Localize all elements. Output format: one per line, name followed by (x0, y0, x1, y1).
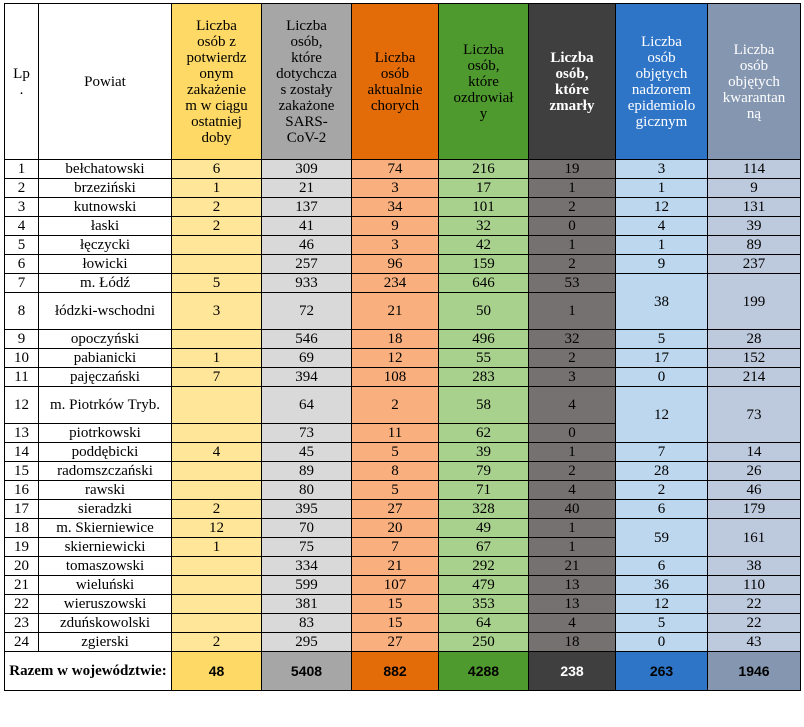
row-total-infected: 83 (262, 614, 352, 633)
row-total-infected: 395 (262, 500, 352, 519)
row-recovered: 328 (439, 500, 529, 519)
header-line: chorych (370, 97, 420, 114)
header-line: Liczba (374, 49, 416, 66)
table-row (5, 368, 801, 387)
row-total-infected: 89 (262, 462, 352, 481)
row-recovered: 79 (439, 462, 529, 481)
header-line: Liczba (641, 33, 682, 50)
row-surveillance: 3 (616, 160, 708, 179)
row-recovered: 479 (439, 576, 529, 595)
row-total-infected: 381 (262, 595, 352, 614)
row-recovered: 646 (439, 274, 529, 293)
row-new-cases (172, 255, 262, 274)
total-infected: 5408 (262, 652, 352, 691)
header-line: aktualnie (367, 81, 423, 98)
row-recovered: 64 (439, 614, 529, 633)
row-recovered: 67 (439, 538, 529, 557)
total-recovered: 4288 (439, 652, 529, 691)
row-lp: 1 (5, 160, 39, 179)
row-new-cases (172, 462, 262, 481)
header-line: objętych (728, 73, 780, 90)
row-quarantine: 14 (708, 443, 801, 462)
header-line: s zostały (280, 81, 333, 98)
row-total-infected: 69 (262, 349, 352, 368)
row-quarantine: 38 (708, 557, 801, 576)
header-line: potwierdz (186, 49, 247, 66)
row-deaths: 32 (529, 330, 616, 349)
row-lp: 20 (5, 557, 39, 576)
row-deaths: 2 (529, 255, 616, 274)
row-quarantine: 114 (708, 160, 801, 179)
row-new-cases (172, 614, 262, 633)
row-recovered: 39 (439, 443, 529, 462)
row-quarantine: 131 (708, 198, 801, 217)
row-quarantine: 46 (708, 481, 801, 500)
row-deaths: 1 (529, 179, 616, 198)
row-new-cases: 2 (172, 217, 262, 236)
row-active: 15 (352, 614, 439, 633)
covid-district-table (4, 3, 801, 691)
header-line: ozdrowiał (453, 89, 514, 106)
row-total-infected: 546 (262, 330, 352, 349)
header-active (352, 4, 439, 160)
header-line: objętych (635, 65, 688, 82)
row-quarantine: 237 (708, 255, 801, 274)
table-row (5, 500, 801, 519)
row-lp: 2 (5, 179, 39, 198)
row-total-infected: 295 (262, 633, 352, 652)
row-new-cases (172, 595, 262, 614)
row-surveillance: 1 (616, 179, 708, 198)
header-deaths (529, 4, 616, 160)
row-surveillance: 59 (616, 519, 708, 557)
row-recovered: 496 (439, 330, 529, 349)
row-lp: 14 (5, 443, 39, 462)
table-row (5, 274, 801, 293)
row-powiat: tomaszowski (39, 557, 172, 576)
header-line: Liczba (463, 41, 504, 58)
row-lp: 6 (5, 255, 39, 274)
row-lp: 21 (5, 576, 39, 595)
row-surveillance: 28 (616, 462, 708, 481)
header-line: SARS- (285, 113, 328, 130)
row-active: 20 (352, 519, 439, 538)
header-line: m w ciągu (185, 97, 248, 114)
row-powiat: pabianicki (39, 349, 172, 368)
header-line: CoV-2 (286, 129, 327, 146)
row-new-cases: 2 (172, 198, 262, 217)
row-total-infected: 334 (262, 557, 352, 576)
table-row (5, 217, 801, 236)
row-new-cases: 5 (172, 274, 262, 293)
total-label: Razem w województwie: (5, 652, 172, 691)
row-surveillance: 38 (616, 274, 708, 330)
header-line: onym (199, 65, 234, 82)
header-line: ostatniej (191, 113, 242, 130)
row-surveillance: 7 (616, 443, 708, 462)
row-recovered: 101 (439, 198, 529, 217)
row-quarantine: 43 (708, 633, 801, 652)
row-deaths: 4 (529, 387, 616, 424)
row-deaths: 13 (529, 595, 616, 614)
row-deaths: 4 (529, 614, 616, 633)
row-lp: 8 (5, 293, 39, 330)
row-recovered: 49 (439, 519, 529, 538)
table-row (5, 198, 801, 217)
row-deaths: 2 (529, 349, 616, 368)
row-total-infected: 73 (262, 424, 352, 443)
row-quarantine: 73 (708, 387, 801, 443)
row-new-cases: 12 (172, 519, 262, 538)
header-line: które (468, 73, 499, 90)
row-new-cases: 7 (172, 368, 262, 387)
header-line: Liczba (196, 17, 237, 34)
row-recovered: 353 (439, 595, 529, 614)
header-line: Liczba (286, 17, 327, 34)
row-active: 18 (352, 330, 439, 349)
row-quarantine: 110 (708, 576, 801, 595)
row-deaths: 3 (529, 368, 616, 387)
row-new-cases (172, 330, 262, 349)
total-quarantine: 1946 (708, 652, 801, 691)
header-line: Lp (13, 65, 30, 82)
row-deaths: 19 (529, 160, 616, 179)
row-active: 108 (352, 368, 439, 387)
row-total-infected: 41 (262, 217, 352, 236)
row-lp: 9 (5, 330, 39, 349)
header-line: y (479, 105, 488, 122)
row-active: 27 (352, 500, 439, 519)
row-deaths: 13 (529, 576, 616, 595)
header-total-infected (262, 4, 352, 160)
row-quarantine: 39 (708, 217, 801, 236)
row-active: 9 (352, 217, 439, 236)
header-line: kwarantan (722, 89, 786, 106)
row-quarantine: 199 (708, 274, 801, 330)
row-powiat: piotrkowski (39, 424, 172, 443)
row-quarantine: 9 (708, 179, 801, 198)
total-new-cases: 48 (172, 652, 262, 691)
total-row (5, 652, 801, 691)
row-total-infected: 394 (262, 368, 352, 387)
row-surveillance: 6 (616, 500, 708, 519)
row-powiat: łęczycki (39, 236, 172, 255)
table-row (5, 387, 801, 424)
row-new-cases: 2 (172, 633, 262, 652)
row-powiat: radomszczański (39, 462, 172, 481)
row-surveillance: 0 (616, 368, 708, 387)
row-active: 15 (352, 595, 439, 614)
row-surveillance: 5 (616, 330, 708, 349)
row-active: 21 (352, 293, 439, 330)
header-lp (5, 4, 39, 160)
row-powiat: łódzki-wschodni (39, 293, 172, 330)
header-line: nadzorem (631, 81, 692, 98)
row-recovered: 42 (439, 236, 529, 255)
row-new-cases (172, 557, 262, 576)
row-recovered: 32 (439, 217, 529, 236)
row-quarantine: 22 (708, 614, 801, 633)
row-lp: 4 (5, 217, 39, 236)
row-new-cases: 1 (172, 538, 262, 557)
header-line: które (291, 49, 322, 66)
header-line: gicznym (635, 113, 688, 130)
row-recovered: 216 (439, 160, 529, 179)
row-new-cases (172, 387, 262, 424)
row-surveillance: 12 (616, 387, 708, 443)
row-powiat: poddębicki (39, 443, 172, 462)
row-deaths: 1 (529, 443, 616, 462)
row-total-infected: 45 (262, 443, 352, 462)
row-surveillance: 17 (616, 349, 708, 368)
row-total-infected: 46 (262, 236, 352, 255)
row-recovered: 17 (439, 179, 529, 198)
row-deaths: 2 (529, 198, 616, 217)
row-lp: 23 (5, 614, 39, 633)
row-surveillance: 1 (616, 236, 708, 255)
header-line: Powiat (84, 73, 126, 90)
row-lp: 7 (5, 274, 39, 293)
row-surveillance: 0 (616, 633, 708, 652)
header-line: Liczba (733, 41, 775, 58)
row-powiat: skierniewicki (39, 538, 172, 557)
row-recovered: 58 (439, 387, 529, 424)
row-powiat: brzeziński (39, 179, 172, 198)
row-powiat: zduńskowolski (39, 614, 172, 633)
row-lp: 11 (5, 368, 39, 387)
header-line: które (555, 81, 589, 98)
header-powiat (39, 4, 172, 160)
header-line: epidemiolo (627, 97, 696, 114)
row-recovered: 283 (439, 368, 529, 387)
row-active: 107 (352, 576, 439, 595)
row-powiat: rawski (39, 481, 172, 500)
row-surveillance: 12 (616, 595, 708, 614)
row-lp: 18 (5, 519, 39, 538)
row-total-infected: 75 (262, 538, 352, 557)
row-active: 12 (352, 349, 439, 368)
row-lp: 24 (5, 633, 39, 652)
header-line: osób (647, 49, 676, 66)
table-row (5, 557, 801, 576)
row-deaths: 21 (529, 557, 616, 576)
row-new-cases (172, 576, 262, 595)
header-line: osób z (197, 33, 236, 50)
row-surveillance: 36 (616, 576, 708, 595)
row-powiat: opoczyński (39, 330, 172, 349)
row-new-cases: 1 (172, 349, 262, 368)
row-quarantine: 152 (708, 349, 801, 368)
row-surveillance: 6 (616, 557, 708, 576)
header-line: . (19, 81, 24, 98)
row-total-infected: 599 (262, 576, 352, 595)
row-surveillance: 12 (616, 198, 708, 217)
row-total-infected: 80 (262, 481, 352, 500)
header-line: zmarły (549, 97, 595, 114)
row-total-infected: 137 (262, 198, 352, 217)
row-new-cases: 3 (172, 293, 262, 330)
row-total-infected: 70 (262, 519, 352, 538)
table-row (5, 236, 801, 255)
row-new-cases (172, 424, 262, 443)
row-active: 3 (352, 236, 439, 255)
table-row (5, 330, 801, 349)
row-deaths: 0 (529, 424, 616, 443)
header-line: zakażone (278, 97, 335, 114)
row-lp: 22 (5, 595, 39, 614)
row-surveillance: 9 (616, 255, 708, 274)
row-active: 2 (352, 387, 439, 424)
table-row (5, 160, 801, 179)
row-lp: 16 (5, 481, 39, 500)
row-lp: 10 (5, 349, 39, 368)
row-active: 5 (352, 481, 439, 500)
row-lp: 13 (5, 424, 39, 443)
row-deaths: 1 (529, 236, 616, 255)
row-active: 8 (352, 462, 439, 481)
header-line: osób (380, 65, 410, 82)
row-active: 7 (352, 538, 439, 557)
row-quarantine: 161 (708, 519, 801, 557)
row-deaths: 40 (529, 500, 616, 519)
header-line: dotychcza (276, 65, 337, 82)
row-powiat: m. Łódź (39, 274, 172, 293)
row-deaths: 1 (529, 293, 616, 330)
row-recovered: 71 (439, 481, 529, 500)
row-powiat: m. Piotrków Tryb. (39, 387, 172, 424)
row-new-cases: 2 (172, 500, 262, 519)
row-surveillance: 2 (616, 481, 708, 500)
row-lp: 5 (5, 236, 39, 255)
row-powiat: łaski (39, 217, 172, 236)
row-recovered: 159 (439, 255, 529, 274)
header-line: zakażenie (186, 81, 247, 98)
header-new-cases (172, 4, 262, 160)
row-total-infected: 257 (262, 255, 352, 274)
row-new-cases: 1 (172, 179, 262, 198)
table-row (5, 481, 801, 500)
table-row (5, 576, 801, 595)
row-deaths: 18 (529, 633, 616, 652)
table-row (5, 519, 801, 538)
total-active: 882 (352, 652, 439, 691)
row-powiat: wieluński (39, 576, 172, 595)
row-active: 3 (352, 179, 439, 198)
table-row (5, 595, 801, 614)
row-deaths: 1 (529, 538, 616, 557)
row-lp: 15 (5, 462, 39, 481)
row-powiat: m. Skierniewice (39, 519, 172, 538)
table-row (5, 443, 801, 462)
header-line: osób, (290, 33, 323, 50)
row-deaths: 4 (529, 481, 616, 500)
table-row (5, 462, 801, 481)
header-line: ną (746, 105, 762, 122)
row-quarantine: 26 (708, 462, 801, 481)
row-powiat: bełchatowski (39, 160, 172, 179)
row-active: 11 (352, 424, 439, 443)
row-recovered: 62 (439, 424, 529, 443)
row-quarantine: 179 (708, 500, 801, 519)
row-active: 27 (352, 633, 439, 652)
row-powiat: pajęczański (39, 368, 172, 387)
row-active: 96 (352, 255, 439, 274)
row-powiat: łowicki (39, 255, 172, 274)
total-surveillance: 263 (616, 652, 708, 691)
table-row (5, 614, 801, 633)
row-total-infected: 309 (262, 160, 352, 179)
row-active: 74 (352, 160, 439, 179)
row-active: 21 (352, 557, 439, 576)
row-powiat: wieruszowski (39, 595, 172, 614)
row-recovered: 50 (439, 293, 529, 330)
row-lp: 12 (5, 387, 39, 424)
header-row (5, 4, 801, 160)
row-deaths: 0 (529, 217, 616, 236)
header-line: osób, (555, 65, 589, 82)
row-quarantine: 22 (708, 595, 801, 614)
row-total-infected: 64 (262, 387, 352, 424)
row-lp: 3 (5, 198, 39, 217)
row-new-cases: 6 (172, 160, 262, 179)
row-surveillance: 5 (616, 614, 708, 633)
row-powiat: sieradzki (39, 500, 172, 519)
row-total-infected: 21 (262, 179, 352, 198)
row-new-cases: 4 (172, 443, 262, 462)
row-active: 34 (352, 198, 439, 217)
row-active: 5 (352, 443, 439, 462)
header-surveillance (616, 4, 708, 160)
table-row (5, 633, 801, 652)
row-lp: 19 (5, 538, 39, 557)
row-deaths: 53 (529, 274, 616, 293)
table-row (5, 255, 801, 274)
row-powiat: zgierski (39, 633, 172, 652)
row-active: 234 (352, 274, 439, 293)
row-new-cases (172, 236, 262, 255)
row-quarantine: 214 (708, 368, 801, 387)
header-line: doby (201, 129, 232, 146)
table-row (5, 349, 801, 368)
row-quarantine: 28 (708, 330, 801, 349)
row-recovered: 292 (439, 557, 529, 576)
row-deaths: 2 (529, 462, 616, 481)
header-line: osób (739, 57, 769, 74)
row-surveillance: 4 (616, 217, 708, 236)
row-quarantine: 89 (708, 236, 801, 255)
row-deaths: 1 (529, 519, 616, 538)
header-line: osób, (467, 57, 500, 74)
row-powiat: kutnowski (39, 198, 172, 217)
header-quarantine (708, 4, 801, 160)
total-deaths: 238 (529, 652, 616, 691)
header-line: Liczba (550, 49, 594, 66)
header-recovered (439, 4, 529, 160)
row-lp: 17 (5, 500, 39, 519)
row-total-infected: 72 (262, 293, 352, 330)
row-recovered: 55 (439, 349, 529, 368)
row-total-infected: 933 (262, 274, 352, 293)
row-new-cases (172, 481, 262, 500)
table-row (5, 179, 801, 198)
row-recovered: 250 (439, 633, 529, 652)
